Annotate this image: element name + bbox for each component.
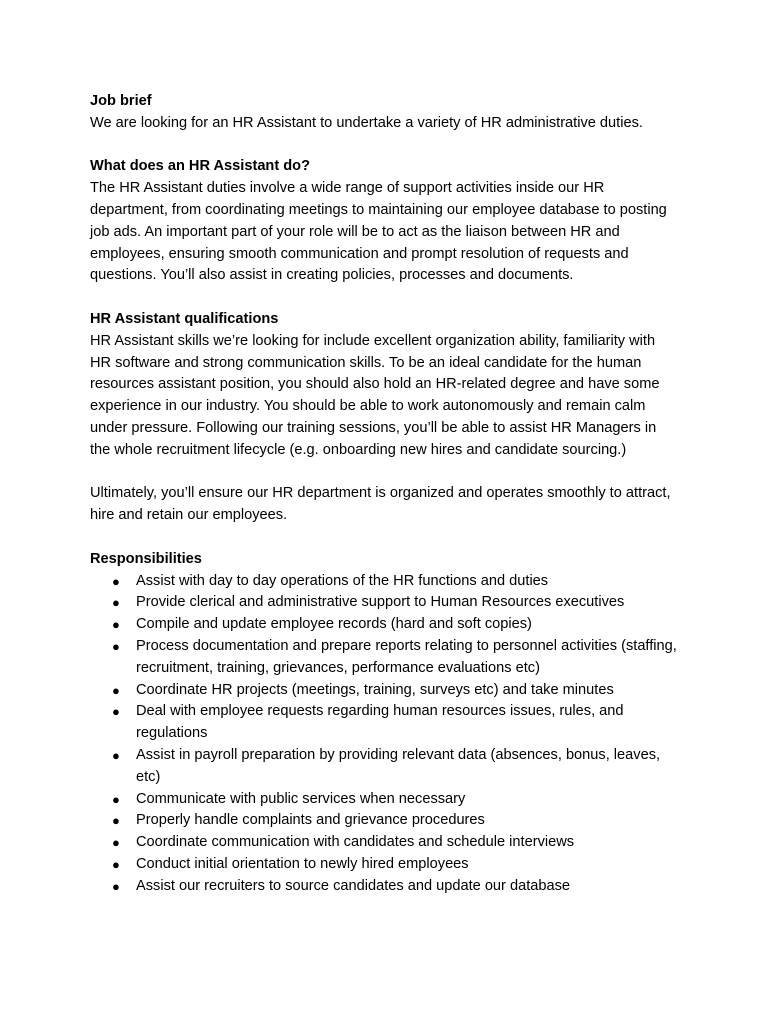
bullet-icon: ● [112,813,120,829]
list-item [90,592,680,614]
responsibilities-heading: Responsibilities [90,550,202,567]
list-item [90,810,680,832]
job-brief-heading: Job brief [90,93,152,109]
bullet-icon: ● [112,704,120,720]
job-brief-text: We are looking for an HR Assistant to undertake a variety of HR administrative duties. [90,114,643,131]
list-item-text: Coordinate communication with candidates and schedule interviews [136,834,575,851]
list-item [90,571,680,593]
bullet-icon: ● [112,573,120,589]
bullet-icon: ● [112,856,120,872]
spacer [90,527,680,549]
list-item-text: Properly handle complaints and grievance procedures [136,812,485,829]
qualifications-heading: HR Assistant qualifications [90,310,279,327]
list-item-text: Communicate with public services when necessary [136,790,466,807]
list-item-text: Process documentation and prepare reports relating to personnel activities (staffing, recruitment, training, grievances, performance evaluations etc) [136,637,677,676]
bullet-icon: ● [112,595,120,611]
bullet-icon: ● [112,617,120,633]
spacer [90,462,680,484]
spacer [90,287,680,309]
qualifications-summary: Ultimately, you’ll ensure our HR department is organized and operates smoothly to attract, hire and retain our employees. [90,485,671,524]
list-item-text: Compile and update employee records (hard and soft copies) [136,616,532,633]
what-does-text: The HR Assistant duties involve a wide range of support activities inside our HR department, from coordinating meetings to maintaining our employee database to posting job ads. An important part of your role will be to act as the liaison between HR and employees, ensuring smooth communication and prompt resolution of requests and questions. You’ll also assist in creating policies, processes and documents. [90,180,667,284]
list-item [90,745,680,789]
list-item-text: Assist with day to day operations of the HR functions and duties [136,572,549,589]
list-item [90,701,680,745]
bullet-icon: ● [112,638,120,654]
bullet-icon: ● [112,878,120,894]
list-item-text: Deal with employee requests regarding human resources issues, rules, and regulations [136,703,624,742]
bullet-icon: ● [112,747,120,763]
document-page [90,91,680,897]
list-item-text: Coordinate HR projects (meetings, training, surveys etc) and take minutes [136,681,614,698]
what-does-heading: What does an HR Assistant do? [90,158,311,175]
qualifications-text: HR Assistant skills we’re looking for include excellent organization ability, familiarity with HR software and strong communication skills. To be an ideal candidate for the human resources assistant position, you should also hold an HR-related degree and have some experience in our industry. You should be able to work autonomously and remain calm under pressure. Following our training sessions, you’ll be able to assist HR Managers in the whole recruitment lifecycle (e.g. onboarding new hires and candidate sourcing.) [90,332,660,458]
responsibilities-list [90,571,680,898]
list-item [90,680,680,702]
list-item [90,789,680,811]
list-item-text: Assist in payroll preparation by providing relevant data (absences, bonus, leaves, etc) [136,746,661,785]
bullet-icon: ● [112,682,120,698]
list-item [90,636,680,680]
spacer [90,135,680,157]
list-item [90,832,680,854]
bullet-icon: ● [112,791,120,807]
list-item [90,614,680,636]
list-item [90,876,680,898]
list-item [90,854,680,876]
list-item-text: Provide clerical and administrative support to Human Resources executives [136,594,625,611]
list-item-text: Assist our recruiters to source candidates and update our database [136,877,571,894]
list-item-text: Conduct initial orientation to newly hired employees [136,855,469,872]
bullet-icon: ● [112,835,120,851]
